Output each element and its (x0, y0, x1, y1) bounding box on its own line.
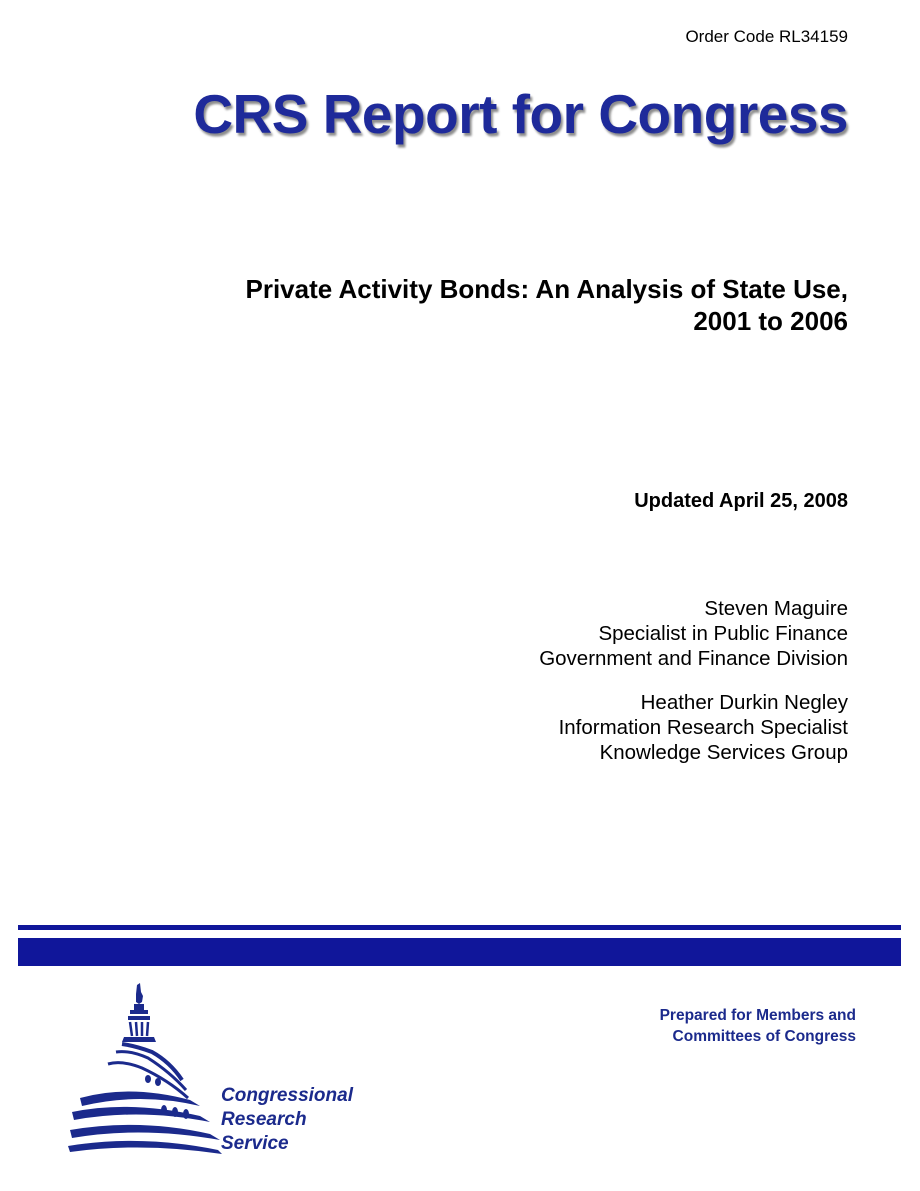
capitol-dome-icon (60, 980, 230, 1155)
report-title-line-2: 2001 to 2006 (693, 306, 848, 336)
author-position: Specialist in Public Finance (598, 622, 848, 645)
crs-logo-text (221, 1084, 353, 1156)
author-block-2 (559, 690, 848, 765)
report-title (128, 273, 848, 337)
prepared-for (660, 1005, 856, 1047)
order-code: Order Code RL34159 (685, 27, 848, 46)
report-title-line-1: Private Activity Bonds: An Analysis of State Use, (245, 274, 848, 304)
prepared-for-line-1: Prepared for Members and (659, 1007, 856, 1024)
divider-thin (18, 925, 901, 930)
author-block-1 (539, 596, 848, 671)
prepared-for-line-2: Committees of Congress (672, 1028, 856, 1045)
logo-line-3: Service (221, 1133, 289, 1154)
author-position: Information Research Specialist (558, 716, 848, 739)
author-name: Steven Maguire (704, 597, 848, 620)
author-division: Government and Finance Division (539, 647, 848, 670)
logo-line-1: Congressional (221, 1085, 353, 1106)
logo-line-2: Research (221, 1109, 307, 1130)
updated-date: Updated April 25, 2008 (634, 490, 848, 512)
author-name: Heather Durkin Negley (640, 691, 848, 714)
report-banner: CRS Report for Congress (193, 83, 848, 145)
divider-thick (18, 938, 901, 966)
author-division: Knowledge Services Group (599, 741, 848, 764)
